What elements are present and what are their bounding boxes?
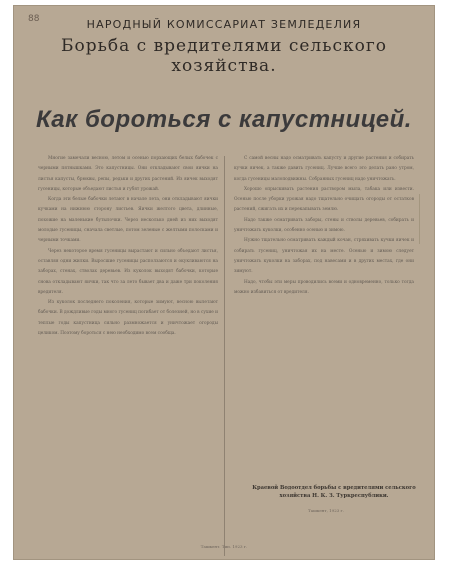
- paper-tear: [419, 194, 426, 244]
- body-paragraph: Надо также осматривать заборы, стены и стволы деревьев, собирать и уничтожать куколки, особенно осенью и зимою.: [234, 217, 414, 234]
- column-divider: [224, 156, 225, 556]
- agency-header: НАРОДНЫЙ КОМИССАРИАТ ЗЕМЛЕДЕЛИЯ: [86, 18, 362, 31]
- poster-sheet: [14, 6, 434, 559]
- body-paragraph: Через некоторое время гусеницы вырастают и сильно объедают листья, оставляя одни жилки. Выросшие гусеницы расползаются и окукливаются на заборах, стенах, стволах деревьев. Из куколок выходят бабочки, которые снова откладывают яички, так что за лето бывает два и даже три поколения вредителя.: [38, 248, 218, 295]
- body-paragraph: С самой весны надо осматривать капусту и другие растения и собирать кучки яичек, а также давить гусениц. Лучше всего это делать рано утром, когда гусеницы малоподвижны. Собранных гусениц надо уничтожать.: [234, 156, 414, 182]
- right-column: [234, 154, 414, 298]
- archive-mark: 88: [28, 14, 40, 24]
- body-paragraph: Из куколок последнего поколения, которые зимуют, весною вылетают бабочки. В дождливые годы много гусениц погибает от болезней, но в сухие и теплые годы капустница сильно размножается и уничтожает огороды целиком. Поэтому бороться с нею необходимо всем сообща.: [38, 300, 218, 337]
- body-paragraph: Когда эти белые бабочки летают в начале лета, они откладывают яички кучками на нижнюю сторону листьев. Яички желтого цвета, длинные, похожие на маленькие бутылочки. Через несколько дней из них выходят молодые гусеницы, сначала светлые, потом зеленые с желтыми полосками и черными точками.: [38, 197, 218, 244]
- body-paragraph: Надо, чтобы эти меры проводились всеми и одновременно, только тогда можно избавиться от вредителя.: [234, 279, 414, 295]
- poster-subtitle: Борьба с вредителями сельского хозяйства.: [61, 36, 387, 76]
- body-paragraph: Хорошо опрыскивать растения раствором мыла, табака или извести. Осенью после уборки урожая надо тщательно очищать огороды от остатков растений, сжигать их и перекапывать землю.: [234, 186, 414, 213]
- poster-headline: Как бороться с капустницей.: [36, 106, 412, 133]
- body-paragraph: Многие замечали весною, летом и осенью порхающих белых бабочек с черными пятнышками. Это капустницы. Они откладывают свои яички на листья капусты, брюквы, репы, редьки и других растений. Из яичек выходят гусеницы, которые объедают листья и губят урожай.: [38, 156, 218, 192]
- signature-block: Краевой Водоотдел борьбы с вредителями сельского хозяйства Н. К. З. Туркреспублики.: [252, 485, 416, 499]
- body-paragraph: Нужно тщательно осматривать каждый кочан, стряхивать кучки яичек и собирать гусениц, уничтожая их на месте. Осенью и зимою следует уничтожать куколки на заборах, под навесами и в других местах, где они зимуют.: [234, 238, 414, 275]
- printer-imprint: Ташкент. Тип. 1923 г.: [200, 544, 248, 549]
- left-column: [38, 154, 218, 339]
- dateline: Ташкент, 1923 г.: [308, 508, 344, 513]
